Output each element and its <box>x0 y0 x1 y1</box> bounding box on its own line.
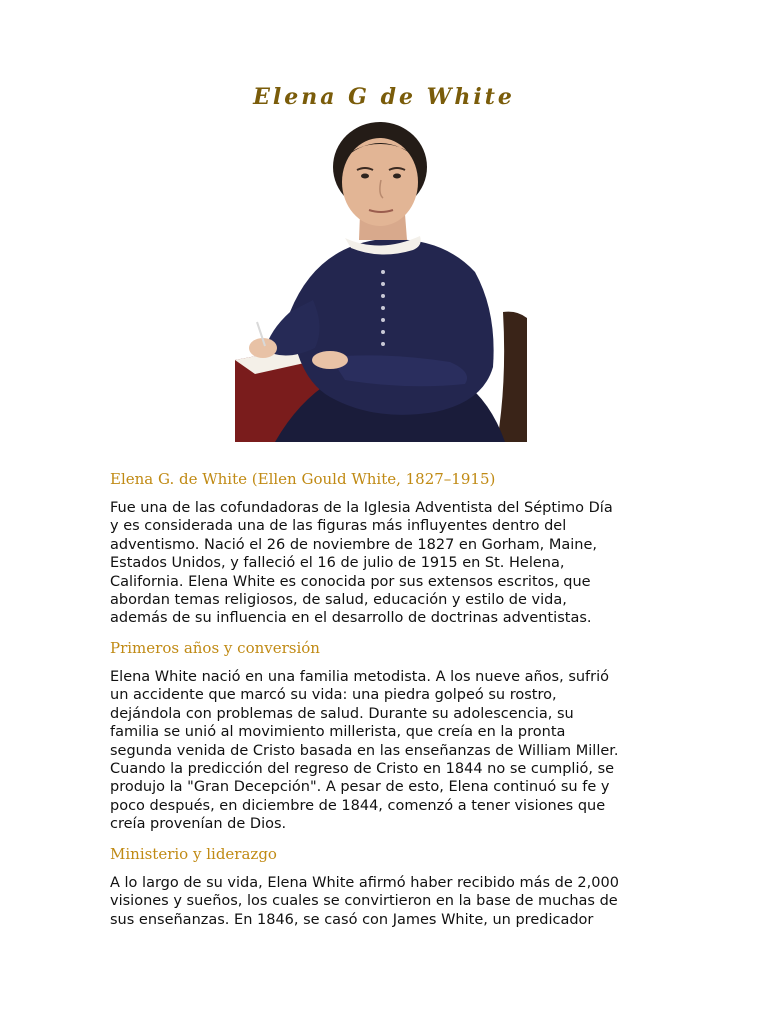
section-heading-ministry: Ministerio y liderazgo <box>110 845 277 863</box>
section-body-intro: Fue una de las cofundadoras de la Iglesia Adventista del Séptimo Día y es considerada una de las figuras más influyentes dentro del adventismo. Nació el 26 de noviembre de 1827 en Gorham, Maine, Estados Unidos, y falleció el 16 de julio de 1915 en St. Helena, California. Elena White es conocida por sus extensos escritos, que abordan temas religiosos, de salud, educación y estilo de vida, además de su influencia en el desarrollo de doctrinas adventistas. <box>110 500 613 627</box>
section-heading-early-years: Primeros años y conversión <box>110 639 320 657</box>
section-heading-intro: Elena G. de White (Ellen Gould White, 1827–1915) <box>110 470 496 488</box>
section-body-early-years: Elena White nació en una familia metodista. A los nueve años, sufrió un accidente que marcó su vida: una piedra golpeó su rostro, dejándola con problemas de salud. Durante su adolescencia, su familia se unió al movimiento millerista, que creía en la pronta segunda venida de Cristo basada en las enseñanzas de William Miller. Cuando la predicción del regreso de Cristo en 1844 no se cumplió, se produjo la "Gran Decepción". A pesar de esto, Elena continuó su fe y poco después, en diciembre de 1844, comenzó a tener visiones que creía provenían de Dios. <box>110 669 619 833</box>
section-body-ministry: A lo largo de su vida, Elena White afirmó haber recibido más de 2,000 visiones y sueños, los cuales se convirtieron en la base de muchas de sus enseñanzas. En 1846, se casó con James White, un predicador <box>110 875 619 928</box>
page-title: Elena G de White <box>253 84 515 110</box>
portrait-photo <box>235 122 527 442</box>
